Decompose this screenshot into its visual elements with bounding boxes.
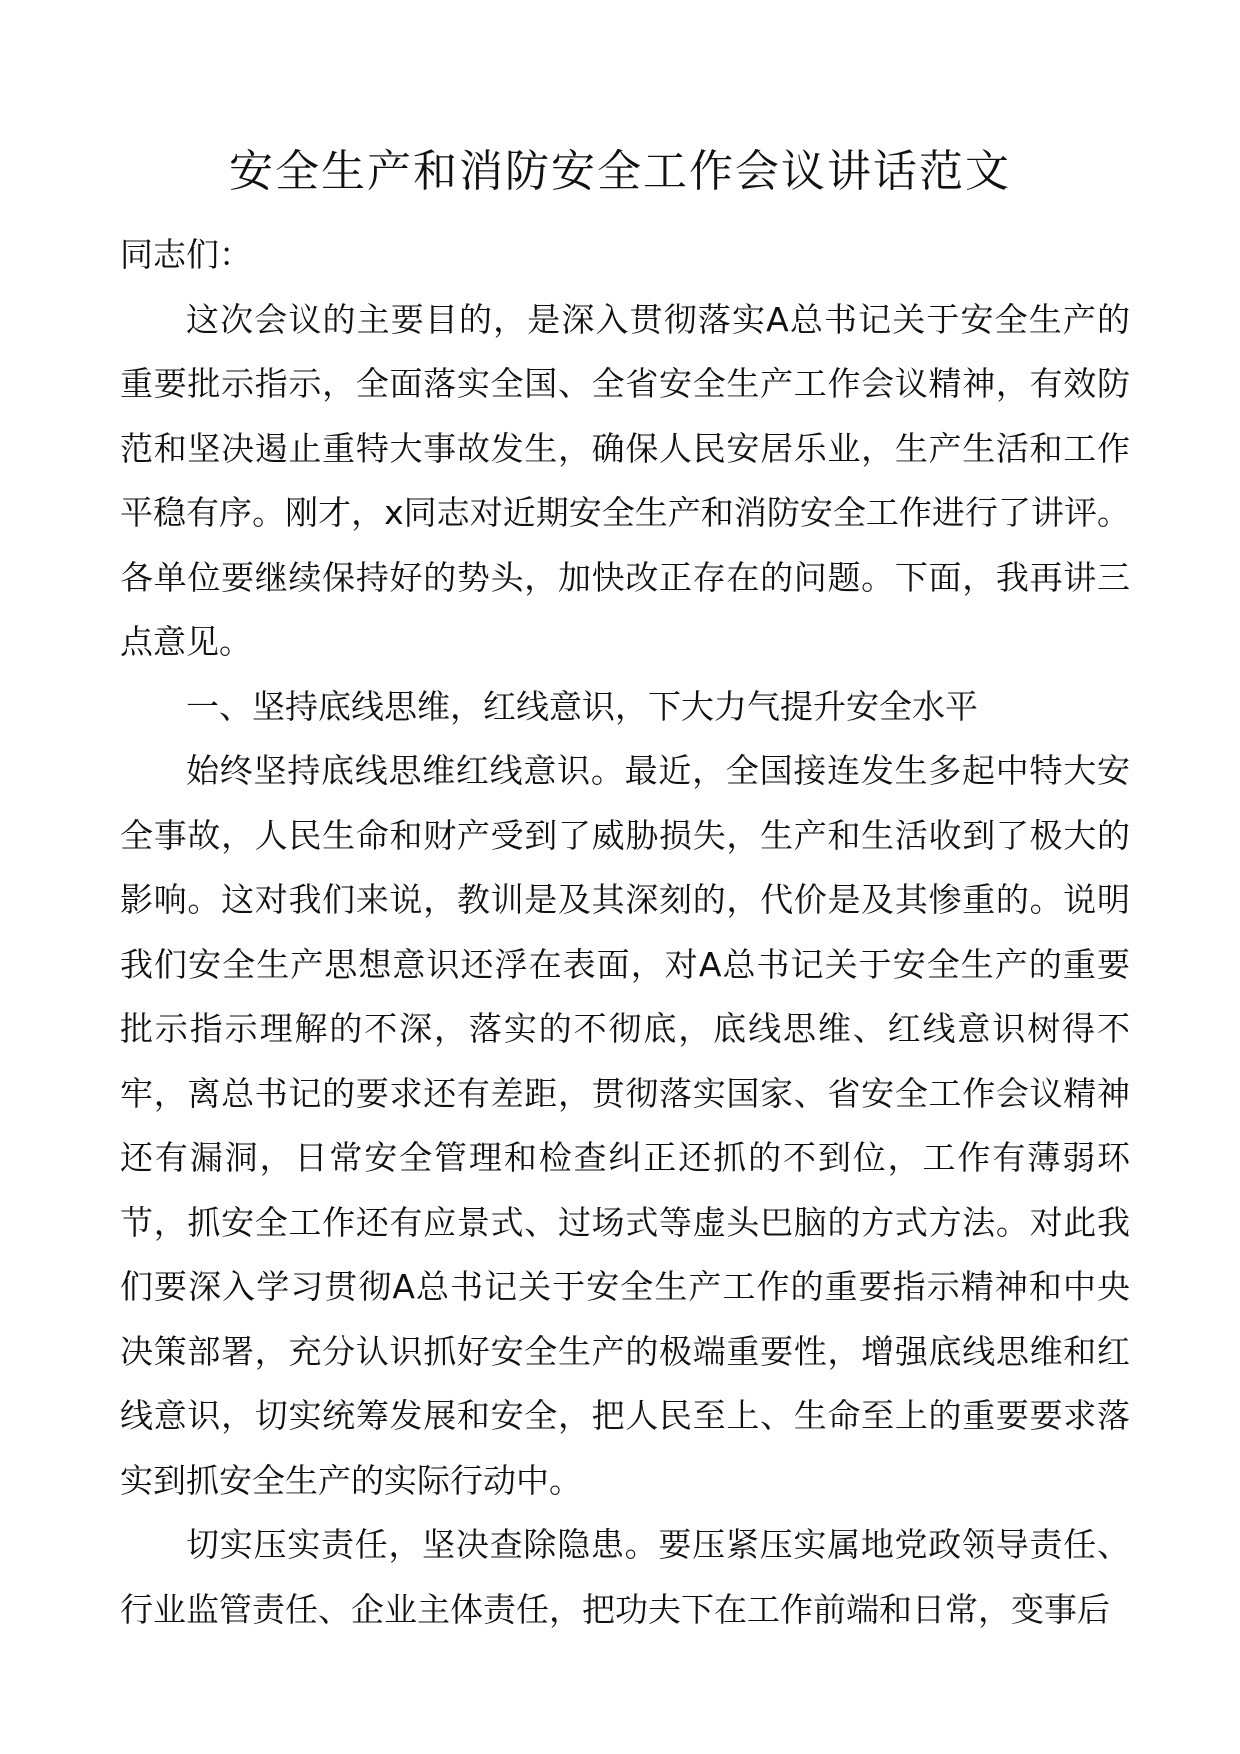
intro-paragraph: 这次会议的主要目的，是深入贯彻落实A总书记关于安全生产的重要批示指示，全面落实全国、全省安全生产工作会议精神，有效防范和坚决遏止重特大事故发生，确保人民安居乐业，生产生活和工作平稳有序。刚才，x同志对近期安全生产和消防安全工作进行了讲评。各单位要继续保持好的势头，加快改正存在的问题。下面，我再讲三点意见。: [120, 299, 1130, 661]
document-body: [120, 223, 1130, 1642]
document-title: 安全生产和消防安全工作会议讲话范文: [229, 146, 1011, 197]
body-paragraph: 切实压实责任，坚决查除隐患。要压紧压实属地党政领导责任、行业监管责任、企业主体责任，把功夫下在工作前端和日常，变事后: [120, 1525, 1130, 1629]
body-paragraph: 始终坚持底线思维红线意识。最近，全国接连发生多起中特大安全事故，人民生命和财产受到了威胁损失，生产和生活收到了极大的影响。这对我们来说，教训是及其深刻的，代价是及其惨重的。说明我们安全生产思想意识还浮在表面，对A总书记关于安全生产的重要批示指示理解的不深，落实的不彻底，底线思维、红线意识树得不牢，离总书记的要求还有差距，贯彻落实国家、省安全工作会议精神还有漏洞，日常安全管理和检查纠正还抓的不到位，工作有薄弱环节，抓安全工作还有应景式、过场式等虚头巴脑的方式方法。对此我们要深入学习贯彻A总书记关于安全生产工作的重要指示精神和中央决策部署，充分认识抓好安全生产的极端重要性，增强底线思维和红线意识，切实统筹发展和安全，把人民至上、生命至上的重要要求落实到抓安全生产的实际行动中。: [120, 751, 1130, 1500]
section-heading: 一、坚持底线思维，红线意识，下大力气提升安全水平: [186, 686, 978, 726]
salutation: 同志们：: [120, 235, 252, 274]
